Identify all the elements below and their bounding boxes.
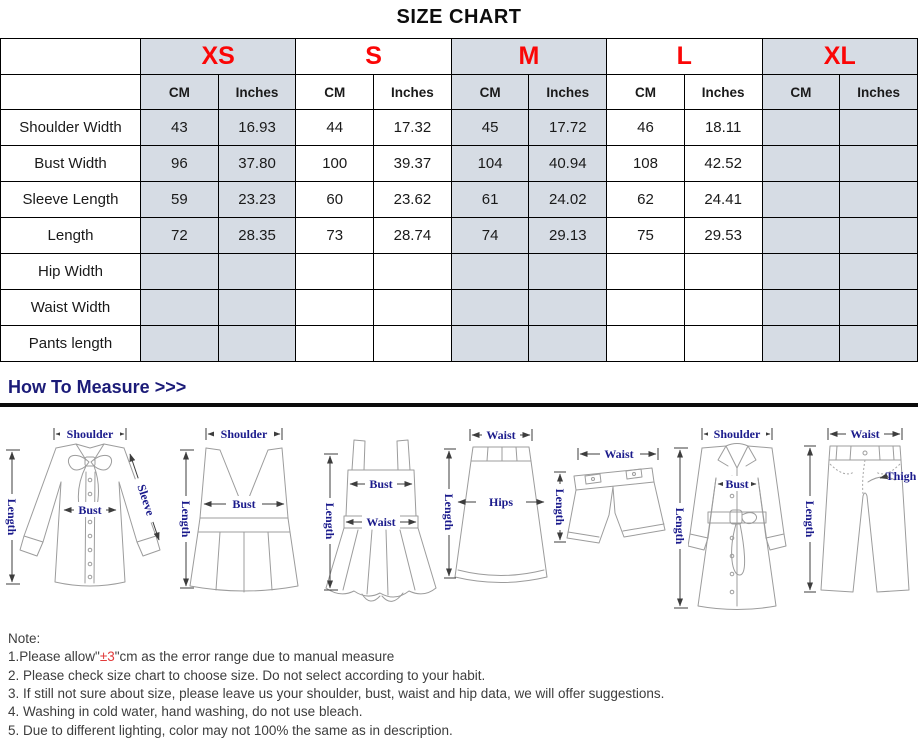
cell bbox=[762, 218, 840, 254]
cell: 16.93 bbox=[218, 110, 296, 146]
corner-cell bbox=[1, 39, 141, 75]
cell: 61 bbox=[451, 182, 529, 218]
unit-header: CM bbox=[451, 75, 529, 110]
cell: 96 bbox=[141, 146, 219, 182]
note-line-1: 1.Please allow"±3"cm as the error range due to manual measure bbox=[8, 649, 395, 665]
tank-bust-label: Bust bbox=[232, 497, 256, 511]
cell bbox=[529, 326, 607, 362]
cell: 28.74 bbox=[374, 218, 452, 254]
cell: 23.23 bbox=[218, 182, 296, 218]
cell bbox=[141, 254, 219, 290]
cell bbox=[374, 290, 452, 326]
notes-heading: Note: bbox=[8, 631, 41, 646]
cell bbox=[218, 326, 296, 362]
size-header-xs: XS bbox=[141, 39, 296, 75]
shorts-length-label: Length bbox=[553, 488, 567, 526]
pants-diagram bbox=[802, 420, 916, 618]
cell bbox=[451, 290, 529, 326]
cell bbox=[607, 326, 685, 362]
row-label: Bust Width bbox=[1, 146, 141, 182]
cell bbox=[840, 326, 918, 362]
cell bbox=[451, 254, 529, 290]
shorts-waist-label: Waist bbox=[604, 447, 634, 461]
row-label: Hip Width bbox=[1, 254, 141, 290]
skirt-hips-label: Hips bbox=[488, 495, 514, 509]
unit-header: Inches bbox=[218, 75, 296, 110]
blouse-bust-label: Bust bbox=[78, 503, 102, 517]
unit-header: CM bbox=[296, 75, 374, 110]
size-header-l: L bbox=[607, 39, 762, 75]
table-row-length bbox=[1, 218, 918, 254]
cell: 39.37 bbox=[374, 146, 452, 182]
cell bbox=[840, 218, 918, 254]
table-row-shoulder-width bbox=[1, 110, 918, 146]
blouse-sleeve-label: Sleeve bbox=[134, 482, 158, 518]
table-row-pants-length bbox=[1, 326, 918, 362]
measure-diagrams bbox=[0, 420, 918, 620]
cell bbox=[141, 290, 219, 326]
cell bbox=[374, 326, 452, 362]
cell bbox=[684, 254, 762, 290]
cell bbox=[684, 326, 762, 362]
cell bbox=[840, 182, 918, 218]
cell: 40.94 bbox=[529, 146, 607, 182]
shorts-diagram bbox=[552, 420, 670, 618]
size-header-s: S bbox=[296, 39, 451, 75]
cell bbox=[840, 254, 918, 290]
cell: 43 bbox=[141, 110, 219, 146]
dress-bust-label: Bust bbox=[369, 477, 393, 491]
pants-thigh-label: Thigh bbox=[885, 469, 916, 483]
coat-bust-label: Bust bbox=[725, 477, 749, 491]
dress-length-label: Length bbox=[323, 502, 337, 540]
size-header-row bbox=[1, 39, 918, 75]
cell: 24.02 bbox=[529, 182, 607, 218]
skirt-diagram bbox=[442, 420, 552, 618]
tank-length-label: Length bbox=[179, 500, 193, 538]
cell: 60 bbox=[296, 182, 374, 218]
cell: 62 bbox=[607, 182, 685, 218]
coat-length-label: Length bbox=[673, 507, 687, 545]
error-range-value: ±3 bbox=[99, 649, 115, 665]
coat-diagram bbox=[670, 420, 802, 618]
cell bbox=[218, 254, 296, 290]
cell: 74 bbox=[451, 218, 529, 254]
cell bbox=[762, 290, 840, 326]
note-line-3: 3. If still not sure about size, please leave us your shoulder, bust, waist and hip data, we will offer suggestions. bbox=[8, 686, 665, 702]
note-line-5: 5. Due to different lighting, color may not 100% the same as in description. bbox=[8, 722, 453, 738]
cell: 29.53 bbox=[684, 218, 762, 254]
cell: 100 bbox=[296, 146, 374, 182]
cell: 108 bbox=[607, 146, 685, 182]
skirt-length-label: Length bbox=[442, 493, 456, 531]
skirt-waist-label: Waist bbox=[486, 428, 516, 442]
cell: 44 bbox=[296, 110, 374, 146]
table-row-waist-width bbox=[1, 290, 918, 326]
cell bbox=[296, 290, 374, 326]
row-label: Sleeve Length bbox=[1, 182, 141, 218]
cell: 37.80 bbox=[218, 146, 296, 182]
cell bbox=[141, 326, 219, 362]
cell bbox=[296, 254, 374, 290]
row-label: Waist Width bbox=[1, 290, 141, 326]
unit-header: CM bbox=[141, 75, 219, 110]
cell bbox=[762, 146, 840, 182]
cell bbox=[374, 254, 452, 290]
pants-length-label: Length bbox=[803, 500, 817, 538]
cell: 23.62 bbox=[374, 182, 452, 218]
cell bbox=[529, 254, 607, 290]
row-label: Length bbox=[1, 218, 141, 254]
unit-header: CM bbox=[607, 75, 685, 110]
cell bbox=[840, 110, 918, 146]
table-row-sleeve-length bbox=[1, 182, 918, 218]
pants-waist-label: Waist bbox=[850, 427, 880, 441]
size-header-xl: XL bbox=[762, 39, 918, 75]
cell: 73 bbox=[296, 218, 374, 254]
unit-header: Inches bbox=[684, 75, 762, 110]
cell: 46 bbox=[607, 110, 685, 146]
cell bbox=[762, 182, 840, 218]
cell bbox=[296, 326, 374, 362]
cell bbox=[607, 290, 685, 326]
notes-section bbox=[8, 630, 918, 740]
cell: 59 bbox=[141, 182, 219, 218]
cell bbox=[762, 110, 840, 146]
how-to-measure-heading: How To Measure >>> bbox=[8, 377, 187, 397]
tank-top-diagram bbox=[178, 420, 320, 618]
unit-header: Inches bbox=[529, 75, 607, 110]
size-header-m: M bbox=[451, 39, 606, 75]
cell bbox=[840, 146, 918, 182]
dress-diagram bbox=[320, 420, 442, 618]
cell bbox=[684, 290, 762, 326]
cell: 24.41 bbox=[684, 182, 762, 218]
divider-bar bbox=[0, 403, 918, 407]
cell bbox=[840, 290, 918, 326]
note-line-2: 2. Please check size chart to choose size. Do not select according to your habit. bbox=[8, 667, 486, 683]
unit-header: CM bbox=[762, 75, 840, 110]
coat-shoulder-label: Shoulder bbox=[713, 427, 761, 441]
cell: 28.35 bbox=[218, 218, 296, 254]
cell bbox=[762, 326, 840, 362]
table-row-bust-width bbox=[1, 146, 918, 182]
cell: 72 bbox=[141, 218, 219, 254]
cell bbox=[607, 254, 685, 290]
cell: 45 bbox=[451, 110, 529, 146]
blouse-shoulder-label: Shoulder bbox=[66, 427, 114, 441]
cell bbox=[451, 326, 529, 362]
cell: 17.32 bbox=[374, 110, 452, 146]
cell bbox=[529, 290, 607, 326]
note-line-4: 4. Washing in cold water, hand washing, do not use bleach. bbox=[8, 704, 363, 720]
blouse-diagram bbox=[0, 420, 178, 618]
cell: 18.11 bbox=[684, 110, 762, 146]
cell: 29.13 bbox=[529, 218, 607, 254]
cell: 42.52 bbox=[684, 146, 762, 182]
dress-waist-label: Waist bbox=[366, 515, 396, 529]
page-title: SIZE CHART bbox=[396, 6, 522, 28]
cell: 104 bbox=[451, 146, 529, 182]
cell bbox=[218, 290, 296, 326]
corner-cell bbox=[1, 75, 141, 110]
cell: 75 bbox=[607, 218, 685, 254]
unit-header: Inches bbox=[840, 75, 918, 110]
unit-header-row bbox=[1, 75, 918, 110]
blouse-length-label: Length bbox=[5, 498, 19, 536]
unit-header: Inches bbox=[374, 75, 452, 110]
cell bbox=[762, 254, 840, 290]
size-table bbox=[0, 38, 918, 362]
table-row-hip-width bbox=[1, 254, 918, 290]
cell: 17.72 bbox=[529, 110, 607, 146]
row-label: Pants length bbox=[1, 326, 141, 362]
tank-shoulder-label: Shoulder bbox=[220, 427, 268, 441]
row-label: Shoulder Width bbox=[1, 110, 141, 146]
